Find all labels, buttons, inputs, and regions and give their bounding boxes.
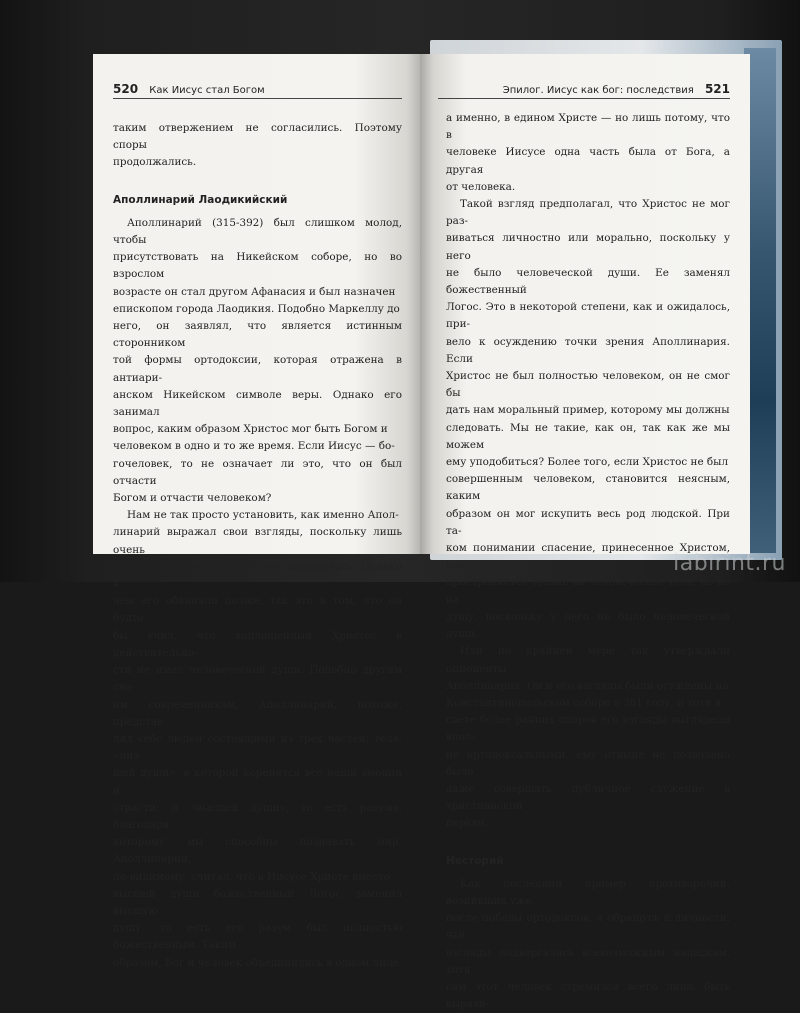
text-line: совершенным человеком, становится неясным, каким — [446, 473, 730, 503]
text-line: взгляды подвергались всевозможным нападкам, хотя — [446, 946, 730, 976]
left-page-text — [113, 120, 402, 972]
text-line: ему уподобиться? Более того, если Христос не был — [446, 456, 729, 469]
text-line: душу, поскольку у него не было человеческой души. — [446, 610, 730, 641]
text-line: не ортодоксальными, ему отныне не позволено было — [446, 748, 730, 778]
text-line: пространяется только на человеческое тело, но не на — [446, 576, 730, 606]
text-line: ком понимании спасение, принесенное Христом, рас- — [446, 542, 730, 572]
text-line: таким отвержением не согласились. Поэтому споры — [113, 122, 402, 152]
page-number: 521 — [704, 82, 730, 96]
text-line: той формы ортодоксии, которая отражена в антиари- — [113, 354, 402, 384]
text-line: человеке Иисусе одна часть была от Бога, а другая — [446, 146, 730, 176]
page-number: 520 — [113, 82, 139, 96]
text-line: присутствовать на Никейском соборе, но во взрослом — [113, 251, 402, 281]
text-line: от человека. — [446, 180, 516, 193]
running-head: Эпилог. Иисус как бог: последствия — [502, 85, 694, 96]
text-line: Константинопольском соборе в 381 году, и хотя в — [446, 696, 721, 709]
text-line: него, он заявлял, что является истинным сторонником — [113, 320, 402, 350]
left-running-header — [113, 82, 402, 99]
text-line: Логос. Это в некоторой степени, как и ожидалось, при- — [446, 301, 730, 331]
text-line: Такой взгляд предполагал, что Христос не мог раз- — [446, 198, 730, 228]
text-line: сам этот человек стремился всего лишь быть вырази- — [446, 980, 730, 1011]
text-line: Аполлинария. Он и его взгляды были осуждены на — [446, 679, 729, 692]
left-page — [93, 54, 420, 969]
text-line: Богом и отчасти человеком? — [113, 492, 272, 505]
text-line: образом, Бог и человек объединились в одном лице — [113, 956, 399, 969]
text-line: чем его обвиняли позже, так это в том, что он будто — [113, 595, 402, 625]
text-line: вело к осуждению точки зрения Аполлинария. Если — [446, 335, 730, 365]
watermark: labirint.ru — [673, 551, 786, 576]
text-line: анском Никейском символе веры. Однако его занимал — [113, 388, 402, 419]
text-line: свете более ранних споров его взгляды выглядели впол- — [446, 714, 730, 744]
text-line: которому мы способны познавать мир. Аполлинарий, — [113, 836, 402, 866]
text-line: душу, то есть его разум был полностью божественным. Таким — [113, 922, 402, 952]
text-line: даже совершать публичное служение в христианской — [446, 782, 730, 813]
text-line: сти не имел человеческой души. Подобно другим сво- — [113, 664, 402, 694]
text-line: Христос не был полностью человеком, он не смог бы — [446, 370, 730, 400]
text-line: виваться личностно или морально, поскольку у него — [446, 232, 730, 262]
text-line: гочеловек, то не означает ли это, что он был отчасти — [113, 457, 402, 487]
right-running-header — [438, 82, 730, 99]
text-line: церкви. — [446, 817, 489, 830]
text-line: по-видимому, считал, что в Иисусе Христе вместо — [113, 870, 391, 883]
section-heading: Аполлинарий Лаодикийский — [113, 193, 288, 206]
text-line: вопрос, каким образом Христос мог быть Богом и — [113, 423, 388, 436]
text-line: им современникам, Аполлинарий, похоже, представ- — [113, 698, 402, 728]
text-line: лял себе людей состоящими из трех частей: тела, «низ- — [113, 732, 402, 763]
text-line: Аполлинарий (315-392) был слишком молод, чтобы — [113, 216, 402, 247]
text-line: Нам не так просто установить, как именно Апол- — [127, 509, 399, 522]
text-line: епископом города Лаодикия. Подобно Маркеллу до — [113, 302, 400, 315]
text-line: Как последний пример противоречий, возникших уже — [446, 877, 730, 907]
text-line: человеком в одно и то же время. Если Иисус — бо- — [113, 440, 395, 453]
text-line: образом он мог искупить весь род людской. При та- — [446, 507, 730, 537]
text-line: бы учил, что воплощенный Христос в действительно- — [113, 629, 402, 659]
text-line: линарий выражал свои взгляды, поскольку лишь очень — [113, 526, 402, 556]
text-line: продолжались. — [113, 156, 197, 169]
text-line: после победы ортодоксов, я обращусь к личности, чьи — [446, 912, 730, 942]
text-line: страсти; и «высшей души», то есть разума, благодаря — [113, 801, 402, 831]
text-line: высшей души божественный Логос заменил высшую — [113, 887, 402, 917]
running-head: Как Иисус стал Богом — [149, 85, 265, 96]
text-line: дать нам моральный пример, которому мы должны — [446, 404, 730, 417]
text-line: возрасте он стал другом Афанасия и был назначен — [113, 285, 396, 298]
text-line: шей души», в которой коренятся все наши эмоции и — [113, 767, 402, 797]
text-line: не было человеческой души. Ее заменял божественный — [446, 266, 730, 297]
text-line: Или по крайней мере так утверждали оппоненты — [446, 645, 730, 675]
text-line: следовать. Мы не такие, как он, так как же мы можем — [446, 421, 730, 451]
section-heading: Несторий — [446, 854, 504, 867]
text-line: а именно, в едином Христе — но лишь потому, что в — [446, 112, 730, 142]
text-line: немногое из написанного им сохранилось. Однако в — [113, 560, 402, 591]
